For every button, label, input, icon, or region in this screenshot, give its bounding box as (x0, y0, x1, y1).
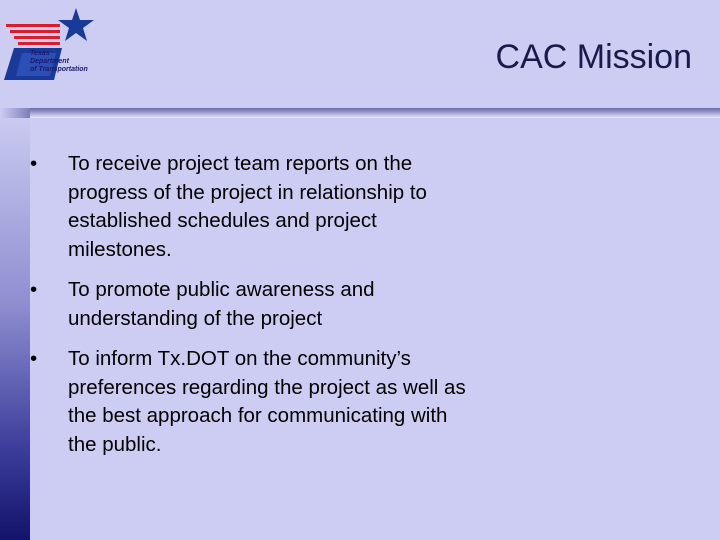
logo-line-2: Department (30, 58, 69, 65)
bullet-item (30, 345, 470, 459)
bullet-marker: • (30, 278, 38, 301)
bullet-text: To promote public awareness and understanding of the project (68, 278, 375, 330)
logo-line-3: of Transportation (30, 66, 88, 73)
bullet-item (30, 150, 470, 264)
header-divider (30, 108, 720, 118)
bullet-text: To receive project team reports on the progress of the project in relationship to established schedules and project milestones. (68, 152, 427, 261)
bullet-item (30, 276, 470, 333)
bullet-list (30, 150, 470, 471)
bullet-marker: • (30, 347, 38, 370)
bullet-marker: • (30, 152, 38, 175)
left-gradient-band (0, 108, 30, 540)
logo-wordmark (30, 50, 100, 74)
bullet-text: To inform Tx.DOT on the community’s preferences regarding the project as well as the best approach for communicating with the public. (68, 347, 466, 456)
logo-line-1: Texas (30, 50, 50, 57)
slide-title: CAC Mission (495, 38, 692, 76)
divider-fade (0, 108, 30, 118)
